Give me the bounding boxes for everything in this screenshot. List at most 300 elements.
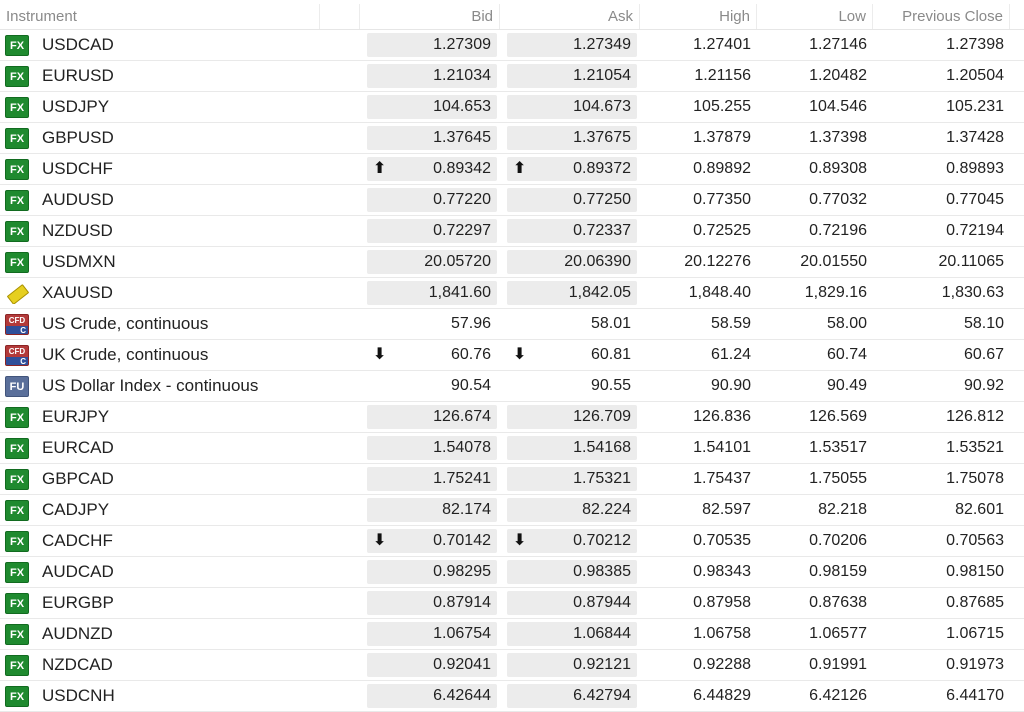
table-row[interactable] (0, 650, 1024, 681)
low-cell-value: 1.53517 (809, 439, 867, 456)
high-cell (640, 250, 757, 274)
table-row[interactable] (0, 681, 1024, 712)
high-cell-value: 1.75437 (693, 470, 751, 487)
table-row[interactable] (0, 92, 1024, 123)
high-cell-value: 0.87958 (693, 594, 751, 611)
instrument-name[interactable]: CADCHF (42, 531, 113, 550)
bid-cell-value: 1.27309 (433, 36, 491, 53)
low-cell (757, 343, 873, 367)
instrument-name[interactable]: NZDCAD (42, 655, 113, 674)
bid-cell-value: 0.72297 (433, 222, 491, 239)
ask-cell-value: 1.27349 (573, 36, 631, 53)
bid-cell[interactable] (367, 95, 497, 119)
ask-cell-value: 58.01 (590, 315, 631, 332)
table-row[interactable] (0, 309, 1024, 340)
fx-badge-icon: FX (5, 624, 29, 645)
instrument-name[interactable]: AUDCAD (42, 562, 114, 581)
bid-cell-value: 1.06754 (433, 625, 491, 642)
previous-close-cell (873, 33, 1010, 57)
bid-cell-value: 0.92041 (433, 656, 491, 673)
ask-cell-value: 104.673 (573, 98, 631, 115)
low-cell-value: 20.01550 (800, 253, 867, 270)
bid-cell-value: 1,841.60 (428, 284, 491, 301)
fx-badge-icon: FX (5, 66, 29, 87)
ask-cell[interactable] (507, 529, 637, 553)
gold-bar-shape (7, 284, 29, 304)
low-cell (757, 684, 873, 708)
previous-close-cell (873, 219, 1010, 243)
previous-close-cell-value: 1.37428 (946, 129, 1004, 146)
table-row[interactable] (0, 464, 1024, 495)
high-cell (640, 126, 757, 150)
previous-close-cell-value: 1.53521 (946, 439, 1004, 456)
table-row[interactable] (0, 30, 1024, 61)
previous-close-cell (873, 95, 1010, 119)
low-cell (757, 653, 873, 677)
header-instrument[interactable]: Instrument (0, 4, 320, 29)
previous-close-cell-value: 126.812 (946, 408, 1004, 425)
high-cell (640, 622, 757, 646)
high-cell (640, 219, 757, 243)
arrow-up-icon: ⬆ (513, 160, 527, 177)
low-cell-value: 0.87638 (809, 594, 867, 611)
low-cell-value: 60.74 (826, 346, 867, 363)
instrument-name[interactable]: UK Crude, continuous (42, 345, 209, 364)
instrument-name[interactable]: EURCAD (42, 438, 114, 457)
high-cell (640, 374, 757, 398)
low-cell (757, 312, 873, 336)
previous-close-cell-value: 20.11065 (938, 253, 1004, 270)
instrument-name[interactable]: EURGBP (42, 593, 114, 612)
high-cell-value: 1.21156 (694, 67, 751, 84)
bid-cell[interactable] (367, 374, 497, 398)
table-row[interactable] (0, 619, 1024, 650)
high-cell (640, 157, 757, 181)
previous-close-cell (873, 529, 1010, 553)
bid-cell-value: 6.42644 (433, 687, 491, 704)
header-bid[interactable]: Bid (360, 4, 500, 29)
high-cell (640, 343, 757, 367)
bid-cell[interactable] (367, 405, 497, 429)
ask-cell-value: 6.42794 (573, 687, 631, 704)
high-cell-value: 0.89892 (693, 160, 751, 177)
instrument-name[interactable]: USDCNH (42, 686, 115, 705)
ask-cell[interactable] (507, 95, 637, 119)
arrow-down-icon: ⬇ (513, 346, 527, 363)
high-cell (640, 529, 757, 553)
ask-cell-value: 1.21054 (573, 67, 631, 84)
high-cell-value: 82.597 (702, 501, 751, 518)
ask-cell[interactable] (507, 219, 637, 243)
low-cell (757, 405, 873, 429)
header-ask[interactable]: Ask (500, 4, 640, 29)
table-row[interactable] (0, 185, 1024, 216)
low-cell-value: 0.89308 (809, 160, 867, 177)
previous-close-cell-value: 0.87685 (946, 594, 1004, 611)
bid-cell-value: 104.653 (433, 98, 491, 115)
ask-cell[interactable] (507, 33, 637, 57)
table-row[interactable] (0, 371, 1024, 402)
previous-close-cell (873, 405, 1010, 429)
table-row[interactable] (0, 495, 1024, 526)
instrument-name[interactable]: USDCAD (42, 35, 114, 54)
previous-close-cell (873, 498, 1010, 522)
low-cell-value: 6.42126 (809, 687, 867, 704)
ask-cell[interactable] (507, 343, 637, 367)
bid-cell-value: 0.77220 (433, 191, 491, 208)
low-cell (757, 498, 873, 522)
previous-close-cell (873, 126, 1010, 150)
instrument-name[interactable]: AUDNZD (42, 624, 113, 643)
bid-cell-value: 0.89342 (433, 160, 491, 177)
ask-cell[interactable] (507, 560, 637, 584)
previous-close-cell (873, 467, 1010, 491)
high-cell (640, 95, 757, 119)
low-cell (757, 374, 873, 398)
ask-cell-value: 126.709 (573, 408, 631, 425)
fx-badge-icon: FX (5, 469, 29, 490)
low-cell-value: 104.546 (809, 98, 867, 115)
low-cell-value: 82.218 (818, 501, 867, 518)
ask-cell[interactable] (507, 157, 637, 181)
previous-close-cell-value: 0.89893 (946, 160, 1004, 177)
instrument-name[interactable]: USDMXN (42, 252, 116, 271)
ask-cell-value: 20.06390 (564, 253, 631, 270)
ask-cell-value: 1.75321 (573, 470, 631, 487)
bid-cell[interactable] (367, 126, 497, 150)
bid-cell-value: 90.54 (450, 377, 491, 394)
bid-cell[interactable] (367, 436, 497, 460)
bid-cell-value: 126.674 (433, 408, 491, 425)
fx-badge-icon: FX (5, 500, 29, 521)
previous-close-cell-value: 82.601 (955, 501, 1004, 518)
bid-cell[interactable] (367, 64, 497, 88)
arrow-down-icon: ⬇ (373, 346, 387, 363)
header-spacer (320, 4, 360, 29)
low-cell (757, 467, 873, 491)
low-cell-value: 0.77032 (809, 191, 867, 208)
header-high[interactable]: High (640, 4, 757, 29)
high-cell-value: 105.255 (693, 98, 751, 115)
low-cell-value: 1,829.16 (804, 284, 867, 301)
gold-bar-icon (5, 283, 29, 304)
high-cell (640, 33, 757, 57)
low-cell-value: 126.569 (809, 408, 867, 425)
previous-close-cell (873, 622, 1010, 646)
high-cell-value: 0.92288 (693, 656, 751, 673)
low-cell (757, 126, 873, 150)
table-row[interactable] (0, 123, 1024, 154)
bid-cell[interactable] (367, 529, 497, 553)
ask-cell[interactable] (507, 436, 637, 460)
low-cell (757, 529, 873, 553)
bid-cell[interactable] (367, 312, 497, 336)
bid-cell-value: 0.87914 (433, 594, 491, 611)
ask-cell[interactable] (507, 498, 637, 522)
high-cell-value: 126.836 (693, 408, 751, 425)
table-header (0, 4, 1024, 30)
bid-cell[interactable] (367, 343, 497, 367)
bid-cell[interactable] (367, 684, 497, 708)
fx-badge-icon: FX (5, 531, 29, 552)
ask-cell[interactable] (507, 126, 637, 150)
previous-close-cell-value: 0.72194 (946, 222, 1004, 239)
cfd-badge-sublabel: C (6, 326, 28, 335)
previous-close-cell-value: 105.231 (946, 98, 1004, 115)
table-row[interactable] (0, 247, 1024, 278)
instrument-name[interactable]: GBPCAD (42, 469, 114, 488)
table-row[interactable] (0, 433, 1024, 464)
fx-badge-icon: FX (5, 593, 29, 614)
table-row[interactable] (0, 278, 1024, 309)
previous-close-cell (873, 312, 1010, 336)
low-cell-value: 0.72196 (809, 222, 867, 239)
ask-cell[interactable] (507, 64, 637, 88)
bid-cell[interactable] (367, 498, 497, 522)
low-cell (757, 250, 873, 274)
ask-cell-value: 82.224 (582, 501, 631, 518)
previous-close-cell-value: 1.75078 (946, 470, 1004, 487)
high-cell (640, 64, 757, 88)
previous-close-cell (873, 653, 1010, 677)
fx-badge-icon: FX (5, 159, 29, 180)
ask-cell[interactable] (507, 374, 637, 398)
cfd-badge-icon (5, 314, 29, 335)
previous-close-cell (873, 188, 1010, 212)
low-cell-value: 90.49 (826, 377, 867, 394)
previous-close-cell (873, 343, 1010, 367)
ask-cell[interactable] (507, 622, 637, 646)
previous-close-cell (873, 374, 1010, 398)
previous-close-cell-value: 58.10 (963, 315, 1004, 332)
ask-cell-value: 0.87944 (573, 594, 631, 611)
instrument-name[interactable]: US Crude, continuous (42, 314, 209, 333)
table-row[interactable] (0, 216, 1024, 247)
previous-close-cell-value: 1.06715 (946, 625, 1004, 642)
previous-close-cell (873, 157, 1010, 181)
ask-cell[interactable] (507, 653, 637, 677)
low-cell-value: 1.27146 (809, 36, 867, 53)
instrument-name[interactable]: CADJPY (42, 500, 110, 519)
instrument-name[interactable]: USDCHF (42, 159, 113, 178)
bid-cell[interactable] (367, 467, 497, 491)
ask-cell-value: 90.55 (590, 377, 631, 394)
ask-cell[interactable] (507, 281, 637, 305)
high-cell (640, 405, 757, 429)
previous-close-cell-value: 1,830.63 (941, 284, 1004, 301)
instrument-name[interactable]: US Dollar Index - continuous (42, 376, 259, 395)
low-cell-value: 1.37398 (809, 129, 867, 146)
ask-cell[interactable] (507, 188, 637, 212)
bid-cell[interactable] (367, 33, 497, 57)
high-cell (640, 188, 757, 212)
low-cell (757, 560, 873, 584)
cfd-badge-label: CFD (8, 316, 26, 325)
high-cell-value: 1.37879 (693, 129, 751, 146)
ask-cell-value: 0.89372 (573, 160, 631, 177)
instrument-name[interactable]: NZDUSD (42, 221, 113, 240)
low-cell-value: 0.70206 (809, 532, 867, 549)
table-row[interactable] (0, 526, 1024, 557)
previous-close-cell (873, 591, 1010, 615)
fx-badge-icon: FX (5, 438, 29, 459)
low-cell-value: 1.20482 (809, 67, 867, 84)
ask-cell[interactable] (507, 312, 637, 336)
ask-cell-value: 0.92121 (573, 656, 631, 673)
cfd-badge-label: CFD (8, 347, 26, 356)
bid-cell-value: 1.37645 (433, 129, 491, 146)
bid-cell-value: 82.174 (442, 501, 491, 518)
instrument-name[interactable]: XAUUSD (42, 283, 113, 302)
header-previous-close[interactable]: Previous Close (873, 4, 1010, 29)
bid-cell[interactable] (367, 219, 497, 243)
ask-cell-value: 0.77250 (573, 191, 631, 208)
ask-cell[interactable] (507, 467, 637, 491)
table-row[interactable] (0, 340, 1024, 371)
bid-cell-value: 60.76 (450, 346, 491, 363)
previous-close-cell (873, 684, 1010, 708)
fx-badge-icon: FX (5, 97, 29, 118)
ask-cell[interactable] (507, 684, 637, 708)
previous-close-cell-value: 0.77045 (946, 191, 1004, 208)
high-cell-value: 0.72525 (693, 222, 751, 239)
high-cell (640, 467, 757, 491)
low-cell (757, 33, 873, 57)
high-cell (640, 591, 757, 615)
table-row[interactable] (0, 557, 1024, 588)
ask-cell-value: 0.72337 (573, 222, 631, 239)
high-cell-value: 1.27401 (693, 36, 751, 53)
ask-cell-value: 0.70212 (573, 532, 631, 549)
high-cell-value: 6.44829 (693, 687, 751, 704)
fx-badge-icon: FX (5, 407, 29, 428)
low-cell (757, 591, 873, 615)
high-cell-value: 61.24 (710, 346, 751, 363)
fx-badge-icon: FX (5, 252, 29, 273)
low-cell (757, 157, 873, 181)
previous-close-cell-value: 90.92 (963, 377, 1004, 394)
bid-cell[interactable] (367, 281, 497, 305)
high-cell-value: 0.77350 (693, 191, 751, 208)
high-cell-value: 20.12276 (684, 253, 751, 270)
arrow-down-icon: ⬇ (513, 532, 527, 549)
bid-cell-value: 1.54078 (433, 439, 491, 456)
instrument-name[interactable]: EURUSD (42, 66, 114, 85)
bid-cell-value: 1.75241 (433, 470, 491, 487)
previous-close-cell (873, 281, 1010, 305)
previous-close-cell (873, 560, 1010, 584)
fx-badge-icon: FX (5, 190, 29, 211)
previous-close-cell-value: 6.44170 (946, 687, 1004, 704)
bid-cell-value: 1.21034 (433, 67, 491, 84)
previous-close-cell-value: 0.98150 (946, 563, 1004, 580)
low-cell (757, 281, 873, 305)
low-cell-value: 0.98159 (809, 563, 867, 580)
ask-cell[interactable] (507, 250, 637, 274)
table-row[interactable] (0, 402, 1024, 433)
ask-cell-value: 1.54168 (573, 439, 631, 456)
ask-cell-value: 1.37675 (573, 129, 631, 146)
table-row[interactable] (0, 588, 1024, 619)
ask-cell-value: 1.06844 (573, 625, 631, 642)
high-cell (640, 653, 757, 677)
low-cell (757, 188, 873, 212)
low-cell (757, 64, 873, 88)
high-cell (640, 281, 757, 305)
bid-cell[interactable] (367, 250, 497, 274)
bid-cell[interactable] (367, 591, 497, 615)
arrow-down-icon: ⬇ (373, 532, 387, 549)
table-row[interactable] (0, 61, 1024, 92)
previous-close-cell-value: 0.70563 (946, 532, 1004, 549)
previous-close-cell (873, 64, 1010, 88)
low-cell (757, 95, 873, 119)
fx-badge-icon: FX (5, 686, 29, 707)
high-cell (640, 436, 757, 460)
bid-cell-value: 0.70142 (433, 532, 491, 549)
futures-badge-icon: FU (5, 376, 29, 397)
previous-close-cell-value: 0.91973 (946, 656, 1004, 673)
previous-close-cell-value: 60.67 (963, 346, 1004, 363)
previous-close-cell-value: 1.20504 (946, 67, 1004, 84)
bid-cell[interactable] (367, 188, 497, 212)
previous-close-cell (873, 250, 1010, 274)
low-cell-value: 58.00 (826, 315, 867, 332)
bid-cell[interactable] (367, 157, 497, 181)
previous-close-cell-value: 1.27398 (946, 36, 1004, 53)
instrument-name[interactable]: USDJPY (42, 97, 110, 116)
fx-badge-icon: FX (5, 128, 29, 149)
bid-cell-value: 57.96 (450, 315, 491, 332)
bid-cell-value: 0.98295 (433, 563, 491, 580)
high-cell (640, 498, 757, 522)
header-low[interactable]: Low (757, 4, 873, 29)
instrument-name[interactable]: GBPUSD (42, 128, 114, 147)
fx-badge-icon: FX (5, 562, 29, 583)
ask-cell[interactable] (507, 405, 637, 429)
ask-cell-value: 60.81 (590, 346, 631, 363)
bid-cell[interactable] (367, 560, 497, 584)
arrow-up-icon: ⬆ (373, 160, 387, 177)
low-cell-value: 0.91991 (809, 656, 867, 673)
high-cell (640, 560, 757, 584)
high-cell-value: 1,848.40 (688, 284, 751, 301)
bid-cell[interactable] (367, 622, 497, 646)
instrument-name[interactable]: AUDUSD (42, 190, 114, 209)
fx-badge-icon: FX (5, 221, 29, 242)
bid-cell[interactable] (367, 653, 497, 677)
high-cell-value: 58.59 (710, 315, 751, 332)
previous-close-cell (873, 436, 1010, 460)
low-cell (757, 219, 873, 243)
low-cell-value: 1.06577 (809, 625, 867, 642)
ask-cell-value: 0.98385 (573, 563, 631, 580)
high-cell (640, 684, 757, 708)
instrument-name[interactable]: EURJPY (42, 407, 110, 426)
low-cell-value: 1.75055 (809, 470, 867, 487)
fx-badge-icon: FX (5, 35, 29, 56)
high-cell (640, 312, 757, 336)
cfd-badge-sublabel: C (6, 357, 28, 366)
high-cell-value: 1.06758 (693, 625, 751, 642)
fx-badge-icon: FX (5, 655, 29, 676)
high-cell-value: 90.90 (710, 377, 751, 394)
low-cell (757, 622, 873, 646)
table-row[interactable] (0, 154, 1024, 185)
high-cell-value: 0.70535 (693, 532, 751, 549)
ask-cell[interactable] (507, 591, 637, 615)
bid-cell-value: 20.05720 (424, 253, 491, 270)
